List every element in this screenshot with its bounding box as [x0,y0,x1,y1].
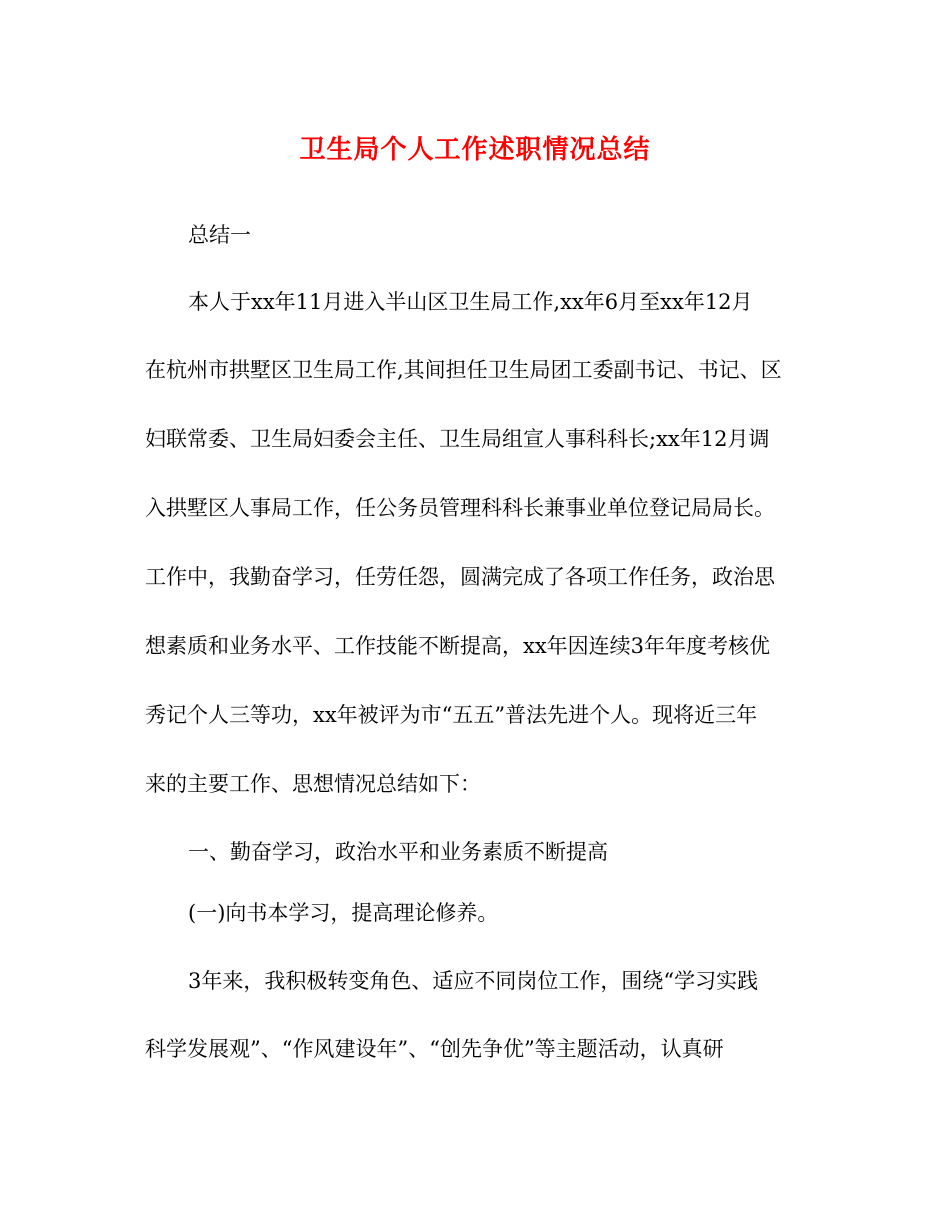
paragraph-line: 想素质和业务水平、工作技能不断提高，xx年因连续3年年度考核优 [145,634,771,658]
section-heading: 一、勤奋学习，政治水平和业务素质不断提高 [188,840,608,864]
section-heading: 总结一 [188,223,251,247]
paragraph-line: 来的主要工作、思想情况总结如下： [145,772,481,796]
paragraph-line: 在杭州市拱墅区卫生局工作,其间担任卫生局团工委副书记、书记、区 [145,358,782,382]
paragraph-line: 本人于xx年11月进入半山区卫生局工作,xx年6月至xx年12月 [188,290,753,314]
paragraph-line: 科学发展观”、“作风建设年”、“创先争优”等主题活动，认真研 [145,1037,724,1061]
paragraph-line: 工作中，我勤奋学习，任劳任怨，圆满完成了各项工作任务，政治思 [145,565,775,589]
paragraph-line: 3年来，我积极转变角色、适应不同岗位工作，围绕“学习实践 [188,969,759,993]
paragraph-line: 妇联常委、卫生局妇委会主任、卫生局组宣人事科科长;xx年12月调 [145,427,770,451]
paragraph-line: 秀记个人三等功，xx年被评为市“五五”普法先进个人。现将近三年 [145,703,758,727]
subsection-heading: (一)向书本学习，提高理论修养。 [188,901,499,925]
document-title: 卫生局个人工作述职情况总结 [299,135,651,165]
paragraph-line: 入拱墅区人事局工作，任公务员管理科科长兼事业单位登记局局长。 [145,496,775,520]
